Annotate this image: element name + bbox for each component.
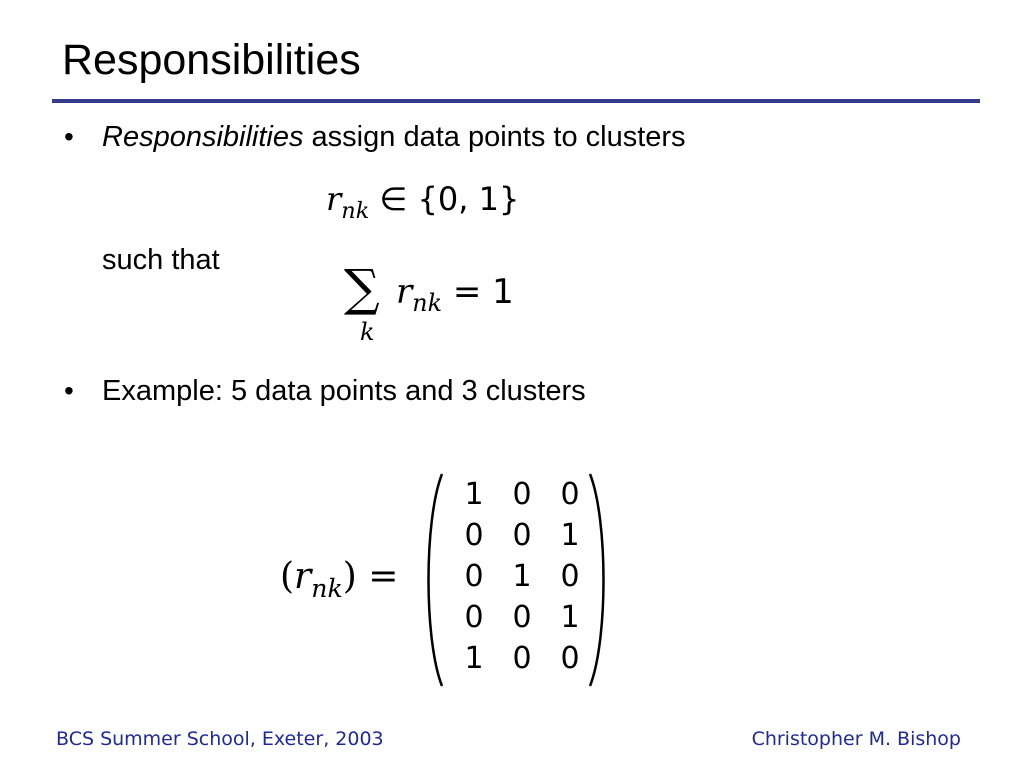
- matrix-grid: [450, 474, 594, 679]
- matrix-cell: 0: [512, 600, 532, 635]
- left-parenthesis: [420, 470, 448, 690]
- matrix-cell: 0: [560, 477, 580, 512]
- matrix-cell: 0: [464, 559, 484, 594]
- label-open: (: [280, 556, 295, 597]
- bullet-responsibilities: [102, 120, 686, 154]
- footer-right: Christopher M. Bishop: [751, 728, 961, 750]
- bullet-marker: •: [64, 375, 74, 406]
- matrix-cell: 0: [560, 641, 580, 676]
- eq-sub: nk: [341, 197, 370, 224]
- equation-sum: [340, 259, 530, 352]
- matrix-cell: 0: [512, 477, 532, 512]
- eq-set: ∈ {0, 1}: [369, 180, 520, 218]
- eq-r: r: [326, 180, 342, 218]
- right-parenthesis: [584, 470, 612, 690]
- matrix-cell: 0: [512, 641, 532, 676]
- label-close: ) =: [342, 556, 399, 597]
- matrix-cell: 0: [512, 518, 532, 553]
- bullet-marker: •: [64, 121, 74, 152]
- sum-equals: = 1: [442, 272, 514, 312]
- matrix-cell: 1: [464, 477, 484, 512]
- matrix-cell: 0: [464, 600, 484, 635]
- sum-terms: [396, 272, 514, 318]
- matrix-cell: 1: [512, 559, 532, 594]
- matrix-cell: 0: [560, 559, 580, 594]
- bullet-emphasis: Responsibilities: [102, 121, 304, 153]
- label-r: r: [294, 556, 312, 597]
- responsibility-matrix: [420, 470, 610, 690]
- equation-binary: [326, 180, 520, 224]
- matrix-label: [280, 556, 399, 603]
- bullet-rest: assign data points to clusters: [303, 121, 686, 153]
- footer-left: BCS Summer School, Exeter, 2003: [56, 728, 384, 750]
- slide-title: Responsibilities: [62, 36, 361, 84]
- matrix-cell: 1: [464, 641, 484, 676]
- sigma-subscript: k: [360, 318, 375, 346]
- matrix-cell: 1: [560, 600, 580, 635]
- sum-r: r: [396, 272, 413, 312]
- matrix-cell: 0: [464, 518, 484, 553]
- sum-sub: nk: [412, 289, 443, 318]
- title-divider: [52, 99, 980, 103]
- bullet-example: Example: 5 data points and 3 clusters: [102, 375, 586, 407]
- matrix-cell: 1: [560, 518, 580, 553]
- label-sub: nk: [311, 573, 343, 603]
- sigma-symbol: ∑: [344, 259, 380, 317]
- such-that-text: such that: [102, 244, 220, 276]
